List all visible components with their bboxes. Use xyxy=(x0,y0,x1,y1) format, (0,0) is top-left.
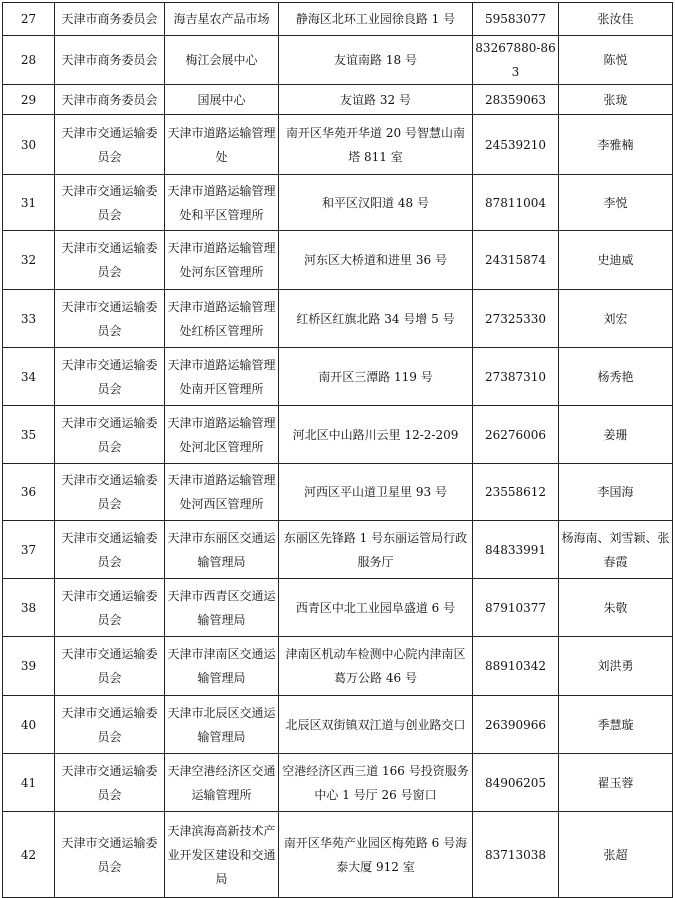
row-number: 41 xyxy=(3,754,55,812)
contact-table xyxy=(2,2,673,898)
table-row xyxy=(3,231,673,290)
organization-cell: 天津市交通运输委员会 xyxy=(55,754,165,812)
contact-name-cell: 朱敬 xyxy=(559,579,673,637)
phone-cell: 23558612 xyxy=(473,464,559,521)
organization-cell: 天津市商务委员会 xyxy=(55,36,165,85)
unit-cell: 天津市道路运输管理处南开区管理所 xyxy=(165,348,279,406)
unit-cell: 天津市津南区交通运输管理局 xyxy=(165,637,279,696)
table-row xyxy=(3,348,673,406)
contact-name-cell: 李国海 xyxy=(559,464,673,521)
table-row xyxy=(3,637,673,696)
row-number: 31 xyxy=(3,175,55,231)
contact-name-cell: 翟玉蓉 xyxy=(559,754,673,812)
unit-cell: 天津市道路运输管理处红桥区管理所 xyxy=(165,290,279,348)
organization-cell: 天津市商务委员会 xyxy=(55,3,165,36)
phone-cell: 83713038 xyxy=(473,812,559,898)
phone-cell: 24539210 xyxy=(473,115,559,175)
address-cell: 津南区机动车检测中心院内津南区葛万公路 46 号 xyxy=(279,637,473,696)
organization-cell: 天津市交通运输委员会 xyxy=(55,290,165,348)
row-number: 42 xyxy=(3,812,55,898)
row-number: 29 xyxy=(3,85,55,115)
unit-cell: 天津滨海高新技术产业开发区建设和交通局 xyxy=(165,812,279,898)
table-row xyxy=(3,290,673,348)
address-cell: 河北区中山路川云里 12-2-209 xyxy=(279,406,473,464)
unit-cell: 国展中心 xyxy=(165,85,279,115)
organization-cell: 天津市商务委员会 xyxy=(55,85,165,115)
unit-cell: 海吉星农产品市场 xyxy=(165,3,279,36)
organization-cell: 天津市交通运输委员会 xyxy=(55,406,165,464)
unit-cell: 天津市道路运输管理处河西区管理所 xyxy=(165,464,279,521)
contact-name-cell: 杨海南、刘雪颖、张春霞 xyxy=(559,521,673,579)
address-cell: 南开区华苑产业园区梅苑路 6 号海泰大厦 912 室 xyxy=(279,812,473,898)
unit-cell: 梅江会展中心 xyxy=(165,36,279,85)
phone-cell: 26390966 xyxy=(473,696,559,754)
unit-cell: 天津市北辰区交通运输管理局 xyxy=(165,696,279,754)
unit-cell: 天津市西青区交通运输管理局 xyxy=(165,579,279,637)
contact-name-cell: 张汝佳 xyxy=(559,3,673,36)
table-row xyxy=(3,175,673,231)
organization-cell: 天津市交通运输委员会 xyxy=(55,348,165,406)
row-number: 38 xyxy=(3,579,55,637)
phone-cell: 84833991 xyxy=(473,521,559,579)
row-number: 36 xyxy=(3,464,55,521)
phone-cell: 27387310 xyxy=(473,348,559,406)
organization-cell: 天津市交通运输委员会 xyxy=(55,115,165,175)
contact-name-cell: 史迪威 xyxy=(559,231,673,290)
table-row xyxy=(3,521,673,579)
phone-cell: 27325330 xyxy=(473,290,559,348)
unit-cell: 天津空港经济区交通运输管理所 xyxy=(165,754,279,812)
contact-name-cell: 季慧璇 xyxy=(559,696,673,754)
address-cell: 东丽区先锋路 1 号东丽运管局行政服务厅 xyxy=(279,521,473,579)
address-cell: 友谊南路 18 号 xyxy=(279,36,473,85)
address-cell: 友谊路 32 号 xyxy=(279,85,473,115)
organization-cell: 天津市交通运输委员会 xyxy=(55,231,165,290)
unit-cell: 天津市道路运输管理处和平区管理所 xyxy=(165,175,279,231)
contact-name-cell: 李悦 xyxy=(559,175,673,231)
table-row xyxy=(3,36,673,85)
row-number: 37 xyxy=(3,521,55,579)
address-cell: 静海区北环工业园徐良路 1 号 xyxy=(279,3,473,36)
organization-cell: 天津市交通运输委员会 xyxy=(55,637,165,696)
organization-cell: 天津市交通运输委员会 xyxy=(55,521,165,579)
unit-cell: 天津市东丽区交通运输管理局 xyxy=(165,521,279,579)
contact-name-cell: 刘洪勇 xyxy=(559,637,673,696)
row-number: 33 xyxy=(3,290,55,348)
row-number: 27 xyxy=(3,3,55,36)
table-row xyxy=(3,579,673,637)
address-cell: 北辰区双街镇双江道与创业路交口 xyxy=(279,696,473,754)
phone-cell: 59583077 xyxy=(473,3,559,36)
table-row xyxy=(3,406,673,464)
phone-cell: 28359063 xyxy=(473,85,559,115)
phone-cell: 24315874 xyxy=(473,231,559,290)
contact-name-cell: 张超 xyxy=(559,812,673,898)
organization-cell: 天津市交通运输委员会 xyxy=(55,464,165,521)
phone-cell: 87910377 xyxy=(473,579,559,637)
address-cell: 红桥区红旗北路 34 号增 5 号 xyxy=(279,290,473,348)
address-cell: 西青区中北工业园阜盛道 6 号 xyxy=(279,579,473,637)
row-number: 34 xyxy=(3,348,55,406)
organization-cell: 天津市交通运输委员会 xyxy=(55,579,165,637)
address-cell: 河东区大桥道和进里 36 号 xyxy=(279,231,473,290)
organization-cell: 天津市交通运输委员会 xyxy=(55,812,165,898)
contact-name-cell: 杨秀艳 xyxy=(559,348,673,406)
phone-cell: 84906205 xyxy=(473,754,559,812)
organization-cell: 天津市交通运输委员会 xyxy=(55,175,165,231)
table-body xyxy=(3,3,673,898)
phone-cell: 88910342 xyxy=(473,637,559,696)
table-row xyxy=(3,115,673,175)
row-number: 39 xyxy=(3,637,55,696)
row-number: 32 xyxy=(3,231,55,290)
table-row xyxy=(3,696,673,754)
contact-name-cell: 张珑 xyxy=(559,85,673,115)
table-row xyxy=(3,3,673,36)
unit-cell: 天津市道路运输管理处河东区管理所 xyxy=(165,231,279,290)
address-cell: 和平区汉阳道 48 号 xyxy=(279,175,473,231)
phone-cell: 83267880-863 xyxy=(473,36,559,85)
unit-cell: 天津市道路运输管理处 xyxy=(165,115,279,175)
table-row xyxy=(3,812,673,898)
organization-cell: 天津市交通运输委员会 xyxy=(55,696,165,754)
contact-name-cell: 姜珊 xyxy=(559,406,673,464)
table-row xyxy=(3,85,673,115)
contact-name-cell: 刘宏 xyxy=(559,290,673,348)
unit-cell: 天津市道路运输管理处河北区管理所 xyxy=(165,406,279,464)
contact-name-cell: 李雅楠 xyxy=(559,115,673,175)
table-row xyxy=(3,464,673,521)
address-cell: 南开区华苑开华道 20 号智慧山南塔 811 室 xyxy=(279,115,473,175)
contact-name-cell: 陈悦 xyxy=(559,36,673,85)
address-cell: 河西区平山道卫星里 93 号 xyxy=(279,464,473,521)
row-number: 30 xyxy=(3,115,55,175)
row-number: 35 xyxy=(3,406,55,464)
row-number: 28 xyxy=(3,36,55,85)
table-row xyxy=(3,754,673,812)
phone-cell: 26276006 xyxy=(473,406,559,464)
address-cell: 南开区三潭路 119 号 xyxy=(279,348,473,406)
phone-cell: 87811004 xyxy=(473,175,559,231)
row-number: 40 xyxy=(3,696,55,754)
address-cell: 空港经济区西三道 166 号投资服务中心 1 号厅 26 号窗口 xyxy=(279,754,473,812)
